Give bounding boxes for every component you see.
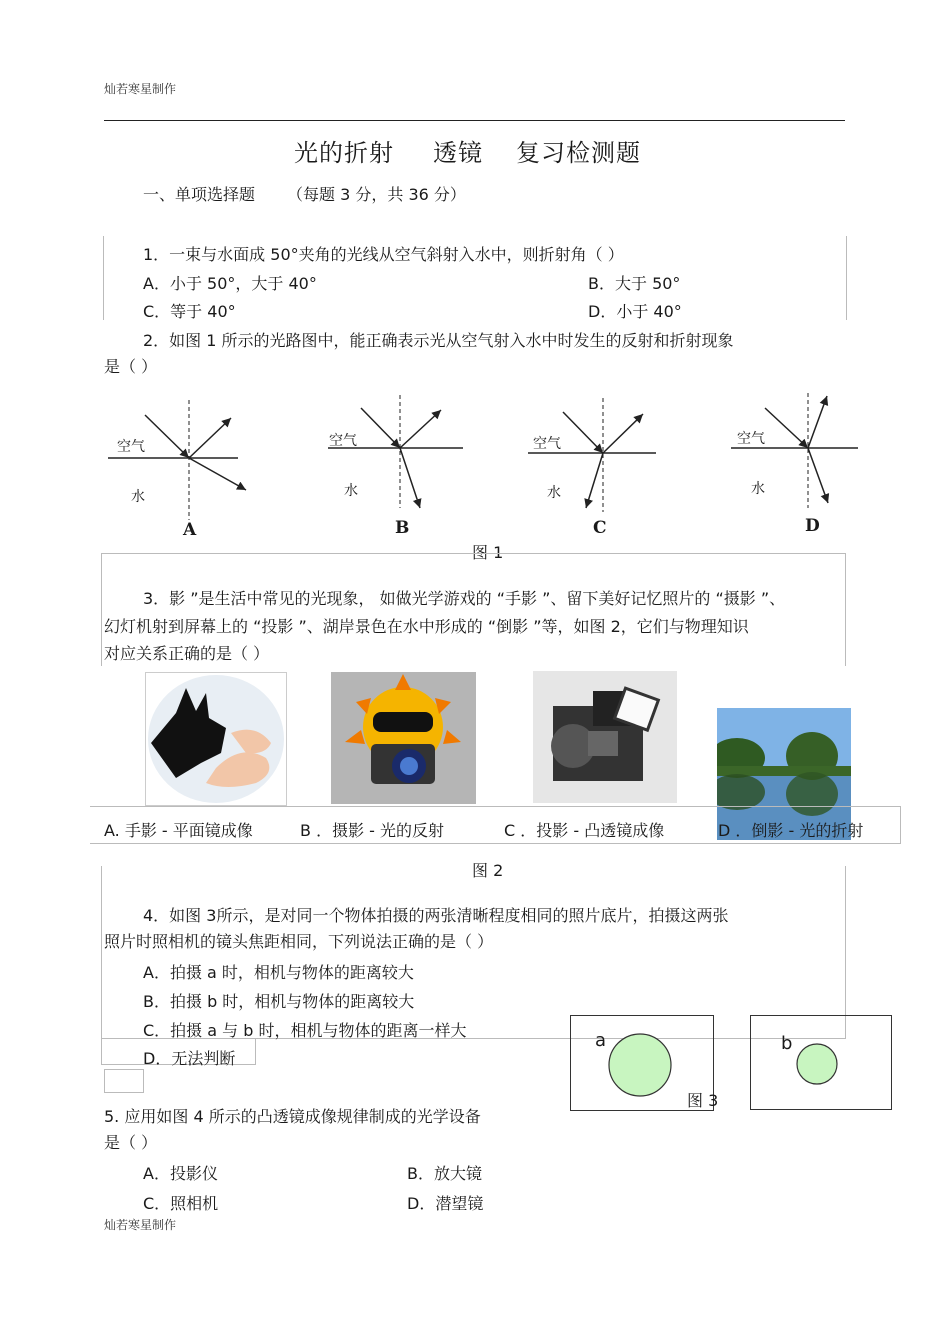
film-a-circle: [609, 1034, 671, 1096]
air-label-a: 空气: [117, 439, 145, 455]
q1-option-d: D．小于 40°: [588, 302, 682, 321]
q5-line1: 5. 应用如图 4 所示的凸透镜成像规律制成的光学设备: [104, 1107, 481, 1126]
footer-text: 灿若寒星制作: [104, 1218, 177, 1232]
q3-line3: 对应关系正确的是（ ）: [104, 644, 270, 663]
q5-option-a: A．投影仪: [143, 1164, 218, 1183]
figure-1-svg: [103, 390, 868, 540]
water-label-d: 水: [751, 481, 765, 497]
page-title-part1: 光的折射: [294, 139, 394, 167]
projector-image: [533, 671, 677, 803]
empty-box: [104, 1069, 144, 1093]
film-b: [750, 1015, 892, 1110]
figure-3-caption: 图 3: [687, 1091, 719, 1110]
water-label-b: 水: [344, 483, 358, 499]
diagram-label-c: C: [593, 518, 607, 538]
diagram-label-b: B: [395, 518, 410, 538]
q3-line2: 幻灯机射到屏幕上的 “投影 ”、湖岸景色在水中形成的 “倒影 ”等，如图 2，它们与物理知识: [104, 617, 749, 636]
page-title-part2: 透镜: [433, 139, 483, 167]
q1-stem: 1．一束与水面成 50°夹角的光线从空气斜射入水中，则折射角（ ）: [143, 245, 624, 264]
figure-1: [103, 390, 868, 540]
air-label-d: 空气: [737, 431, 765, 447]
diagram-a: [108, 400, 246, 520]
q5-line2: 是（ ）: [104, 1133, 158, 1152]
diagram-label-a: A: [183, 520, 197, 540]
figure-2-caption: 图 2: [472, 861, 504, 880]
q1-option-b: B．大于 50°: [588, 274, 681, 293]
section-heading: 一、单项选择题: [143, 185, 256, 204]
film-a-label: a: [595, 1030, 607, 1051]
diagram-label-d: D: [805, 516, 820, 536]
q5-option-b: B．放大镜: [407, 1164, 482, 1183]
q4-option-b: B．拍摄 b 时，相机与物体的距离较大: [143, 992, 415, 1011]
water-label-a: 水: [131, 489, 145, 505]
q3-line1: 3．影 ”是生活中常见的光现象， 如做光学游戏的 “手影 ”、留下美好记忆照片的 “摄影 ”、: [143, 589, 786, 608]
q3-option-a: A. 手影 - 平面镜成像: [104, 821, 253, 840]
q3-option-b: B ．摄影 - 光的反射: [300, 821, 445, 840]
q1-option-c: C．等于 40°: [143, 302, 236, 321]
q4-line1: 4．如图 3所示，是对同一个物体拍摄的两张清晰程度相同的照片底片，拍摄这两张: [143, 906, 729, 925]
q2-line1: 2．如图 1 所示的光路图中，能正确表示光从空气射入水中时发生的反射和折射现象: [143, 331, 734, 350]
q3-option-c: C ．投影 - 凸透镜成像: [504, 821, 665, 840]
film-b-circle: [797, 1044, 837, 1084]
figure-1-caption: 图 1: [472, 543, 504, 562]
q4-option-d: D．无法判断: [143, 1049, 236, 1068]
q3-option-d: D ．倒影 - 光的折射: [718, 821, 864, 840]
q4-option-c: C．拍摄 a 与 b 时，相机与物体的距离一样大: [143, 1021, 467, 1040]
q2-line2: 是（ ）: [104, 357, 158, 376]
q5-option-d: D．潜望镜: [407, 1194, 484, 1213]
header-text: 灿若寒星制作: [104, 82, 177, 96]
water-label-c: 水: [547, 485, 561, 501]
film-b-label: b: [781, 1033, 793, 1054]
air-label-b: 空气: [329, 433, 357, 449]
q1-option-a: A．小于 50°，大于 40°: [143, 274, 317, 293]
section-note: （每题 3 分，共 36 分）: [287, 185, 466, 204]
hand-shadow-image: [145, 672, 287, 806]
q4-line2: 照片时照相机的镜头焦距相同，下列说法正确的是（ ）: [104, 932, 494, 951]
header-rule: [104, 120, 845, 121]
q4-frame: [101, 866, 846, 1039]
page-title-part3: 复习检测题: [516, 139, 641, 167]
sun-camera-image: [331, 672, 476, 804]
air-label-c: 空气: [533, 436, 561, 452]
q5-option-c: C．照相机: [143, 1194, 219, 1213]
q4-option-a: A．拍摄 a 时，相机与物体的距离较大: [143, 963, 414, 982]
